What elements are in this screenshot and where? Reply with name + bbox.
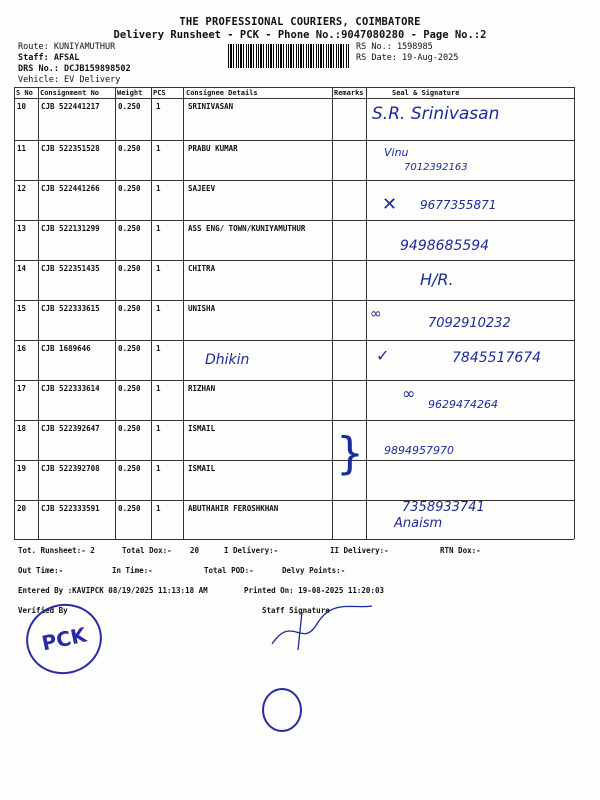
row-divider: [14, 420, 574, 421]
cell-pcs: 1: [156, 264, 161, 273]
rtn-dox: RTN Dox:-: [440, 546, 481, 555]
row-divider: [14, 260, 574, 261]
cell-sno: 10: [17, 102, 27, 111]
handwritten-signature: Vinu: [384, 146, 409, 159]
col-border: [38, 87, 39, 539]
table-border-top: [14, 87, 574, 88]
col-border: [183, 87, 184, 539]
cell-weight: 0.250: [118, 224, 141, 233]
staff-signature-label: Staff Signature: [262, 606, 330, 615]
cell-consignment: CJB 522392708: [41, 464, 100, 473]
cell-pcs: 1: [156, 184, 161, 193]
col-border: [151, 87, 152, 539]
cell-consignment: CJB 522333614: [41, 384, 100, 393]
cell-sno: 15: [17, 304, 27, 313]
cell-pcs: 1: [156, 504, 161, 513]
total-dox-value: 20: [190, 546, 200, 555]
company-title: THE PROFESSIONAL COURIERS, COIMBATORE: [179, 16, 421, 28]
handwritten-phone: 9677355871: [420, 198, 497, 212]
cell-pcs: 1: [156, 144, 161, 153]
row-divider: [14, 460, 574, 461]
header-sno: S No: [16, 89, 33, 97]
circle-mark: [262, 688, 302, 732]
cell-consignee: ABUTHAHIR FEROSHKHAN: [188, 504, 279, 513]
verified-by: Verified By: [18, 606, 68, 615]
cell-pcs: 1: [156, 424, 161, 433]
cell-consignee: ISMAIL: [188, 424, 216, 433]
cell-consignee: PRABU KUMAR: [188, 144, 238, 153]
tot-runsheet: Tot. Runsheet:- 2: [18, 546, 95, 555]
i-delivery: I Delivery:-: [224, 546, 279, 555]
header-signature: Seal & Signature: [392, 89, 460, 97]
cell-weight: 0.250: [118, 264, 141, 273]
handwritten-phone: 7845517674: [452, 350, 542, 366]
row-divider: [14, 500, 574, 501]
cell-weight: 0.250: [118, 144, 141, 153]
handwritten-note: H/R.: [420, 270, 454, 289]
signature-scribble: ∞: [402, 384, 416, 403]
cell-weight: 0.250: [118, 384, 141, 393]
handwritten-phone: 7012392163: [404, 162, 468, 173]
vehicle-info: Vehicle: EV Delivery: [18, 75, 121, 85]
handwritten-name: Dhikin: [205, 352, 250, 368]
cell-weight: 0.250: [118, 464, 141, 473]
col-border: [332, 87, 333, 539]
cell-weight: 0.250: [118, 424, 141, 433]
cell-consignment: CJB 522351528: [41, 144, 100, 153]
cell-weight: 0.250: [118, 184, 141, 193]
col-border: [14, 87, 15, 539]
header-divider: [14, 98, 574, 99]
handwritten-name: Anaism: [394, 516, 443, 531]
staff-info: Staff: AFSAL: [18, 53, 80, 63]
col-border: [366, 87, 367, 539]
col-border: [115, 87, 116, 539]
delvy-points: Delvy Points:-: [282, 566, 346, 575]
table-border-bottom: [14, 539, 574, 540]
col-border: [574, 87, 575, 539]
cell-sno: 11: [17, 144, 27, 153]
cell-pcs: 1: [156, 464, 161, 473]
cell-consignee: ASS ENG/ TOWN/KUNIYAMUTHUR: [188, 224, 306, 233]
cell-sno: 19: [17, 464, 27, 473]
cell-consignee: SAJEEV: [188, 184, 216, 193]
cell-pcs: 1: [156, 344, 161, 353]
handwritten-phone: 7092910232: [428, 316, 511, 331]
header-consignment: Consignment No: [40, 89, 100, 97]
runsheet-subtitle: Delivery Runsheet - PCK - Phone No.:9047080280 - Page No.:2: [113, 29, 487, 41]
total-pod: Total POD:-: [204, 566, 254, 575]
row-divider: [14, 380, 574, 381]
cell-weight: 0.250: [118, 504, 141, 513]
cell-sno: 13: [17, 224, 27, 233]
header-pcs: PCS: [153, 89, 166, 97]
cell-pcs: 1: [156, 224, 161, 233]
header-consignee: Consignee Details: [186, 89, 258, 97]
cell-sno: 20: [17, 504, 27, 513]
row-divider: [14, 140, 574, 141]
handwritten-phone: 9498685594: [400, 238, 490, 254]
cell-weight: 0.250: [118, 344, 141, 353]
cell-pcs: 1: [156, 304, 161, 313]
signature-scribble: ✓: [376, 346, 390, 365]
handwritten-phone: 9629474264: [428, 398, 498, 411]
signature-scribble: ∞: [370, 306, 382, 322]
cell-consignment: CJB 522441217: [41, 102, 100, 111]
row-divider: [14, 220, 574, 221]
header-remarks: Remarks: [334, 89, 364, 97]
bracket-mark: }: [336, 428, 364, 479]
cell-consignment: CJB 522333591: [41, 504, 100, 513]
entered-by: Entered By :KAVIPCK 08/19/2025 11:13:18 AM: [18, 586, 208, 595]
cell-consignment: CJB 1689646: [41, 344, 91, 353]
handwritten-phone: 7358933741: [402, 500, 485, 515]
handwritten-signature: S.R. Srinivasan: [372, 104, 500, 124]
header-weight: Weight: [117, 89, 143, 97]
cell-sno: 12: [17, 184, 27, 193]
barcode: [228, 44, 350, 68]
route-info: Route: KUNIYAMUTHUR: [18, 42, 116, 52]
ii-delivery: II Delivery:-: [330, 546, 389, 555]
row-divider: [14, 180, 574, 181]
cell-sno: 17: [17, 384, 27, 393]
cell-consignee: RIZHAN: [188, 384, 216, 393]
staff-signature-scribble: [262, 604, 382, 654]
cell-consignment: CJB 522392647: [41, 424, 100, 433]
cell-weight: 0.250: [118, 304, 141, 313]
cell-consignee: CHITRA: [188, 264, 216, 273]
signature-scribble: ✕: [382, 194, 398, 215]
cell-consignment: CJB 522131299: [41, 224, 100, 233]
cell-pcs: 1: [156, 384, 161, 393]
cell-sno: 18: [17, 424, 27, 433]
row-divider: [14, 300, 574, 301]
total-dox-label: Total Dox:-: [122, 546, 172, 555]
rs-number: RS No.: 1598985: [356, 42, 433, 52]
pck-stamp: PCK: [20, 597, 109, 681]
cell-consignee: ISMAIL: [188, 464, 216, 473]
cell-consignment: CJB 522333615: [41, 304, 100, 313]
cell-pcs: 1: [156, 102, 161, 111]
cell-consignment: CJB 522351435: [41, 264, 100, 273]
drs-info: DRS No.: DCJB159898502: [18, 64, 131, 74]
cell-consignee: UNISHA: [188, 304, 216, 313]
cell-consignee: SRINIVASAN: [188, 102, 234, 111]
cell-weight: 0.250: [118, 102, 141, 111]
cell-sno: 16: [17, 344, 27, 353]
cell-sno: 14: [17, 264, 27, 273]
in-time: In Time:-: [112, 566, 153, 575]
printed-on: Printed On: 19-08-2025 11:20:03: [244, 586, 384, 595]
rs-date: RS Date: 19-Aug-2025: [356, 53, 459, 63]
cell-consignment: CJB 522441266: [41, 184, 100, 193]
out-time: Out Time:-: [18, 566, 64, 575]
handwritten-phone: 9894957970: [384, 444, 454, 457]
row-divider: [14, 340, 574, 341]
